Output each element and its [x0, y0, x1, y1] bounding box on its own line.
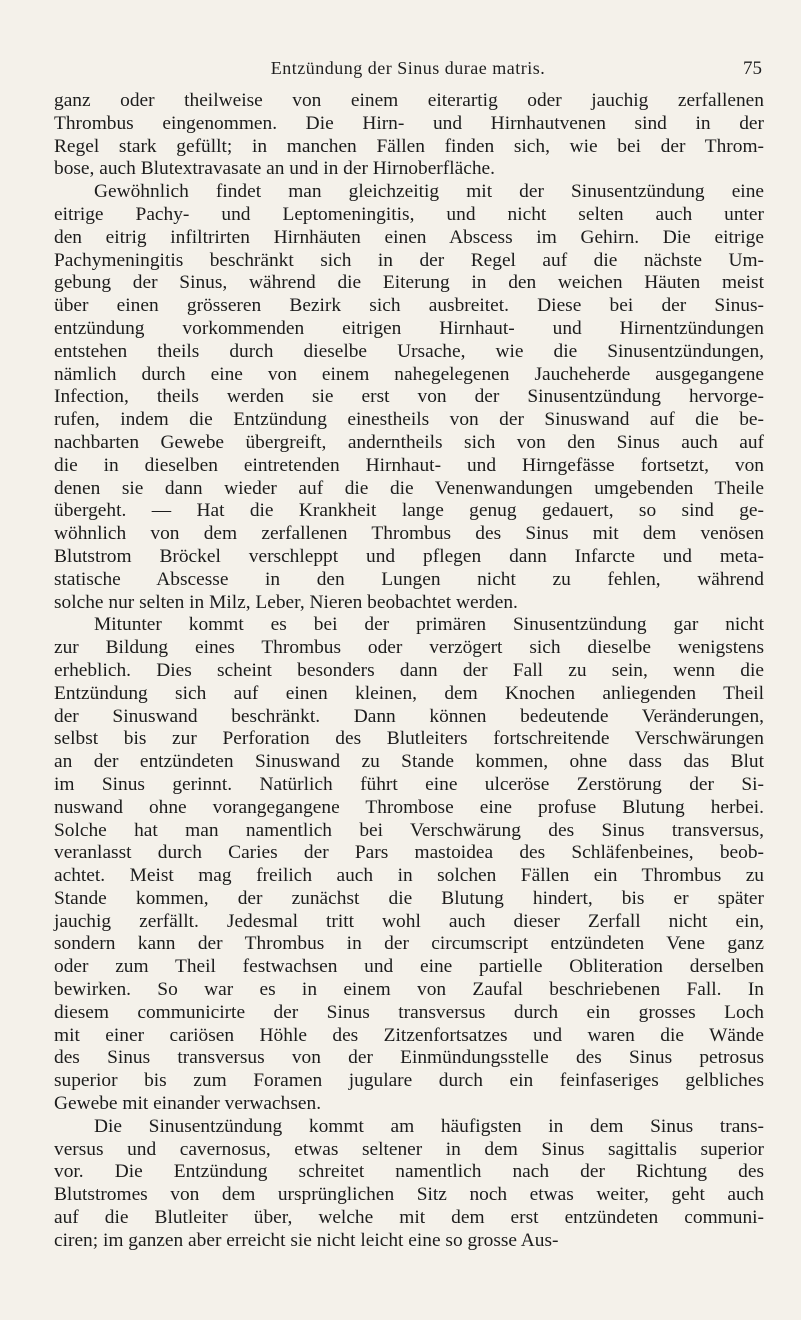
text-line: gebung der Sinus, während die Eiterung in den weichen Häuten meist	[54, 272, 764, 294]
text-line: Pachymeningitis beschränkt sich in der Regel auf die nächste Um-	[54, 249, 764, 271]
text-line: der Sinuswand beschränkt. Dann können bedeutende Veränderungen,	[54, 705, 764, 727]
text-line: Mitunter kommt es bei der primären Sinusentzündung gar nicht	[94, 614, 764, 636]
text-line: den eitrig infiltrirten Hirnhäuten einen Abscess im Gehirn. Die eitrige	[54, 226, 764, 248]
page-number: 75	[743, 58, 762, 79]
text-line: bose, auch Blutextravasate an und in der Hirnoberfläche.	[54, 158, 495, 180]
text-line: mit einer cariösen Höhle des Zitzenfortsatzes und waren die Wände	[54, 1024, 764, 1046]
text-line: nuswand ohne vorangegangene Thrombose eine profuse Blutung herbei.	[54, 796, 764, 818]
text-line: Gewöhnlich findet man gleichzeitig mit der Sinusentzündung eine	[94, 181, 764, 203]
text-line: eitrige Pachy- und Leptomeningitis, und nicht selten auch unter	[54, 203, 764, 225]
text-line: an der entzündeten Sinuswand zu Stande kommen, ohne dass das Blut	[54, 751, 764, 773]
text-line: die in dieselben eintretenden Hirnhaut- und Hirngefässe fortsetzt, von	[54, 454, 764, 476]
text-line: Blutstrom Bröckel verschleppt und pflegen dann Infarcte und meta-	[54, 545, 764, 567]
text-line: Thrombus eingenommen. Die Hirn- und Hirnhautvenen sind in der	[54, 112, 764, 134]
text-line: nachbarten Gewebe übergreift, anderntheils sich von den Sinus auch auf	[54, 431, 764, 453]
body-text	[54, 90, 764, 1253]
text-line: solche nur selten in Milz, Leber, Nieren beobachtet werden.	[54, 591, 518, 613]
text-line: Entzündung sich auf einen kleinen, dem Knochen anliegenden Theil	[54, 682, 764, 704]
text-line: oder zum Theil festwachsen und eine partielle Obliteration derselben	[54, 956, 764, 978]
text-line: diesem communicirte der Sinus transversus durch ein grosses Loch	[54, 1001, 764, 1023]
text-line: Blutstromes von dem ursprünglichen Sitz noch etwas weiter, geht auch	[54, 1184, 764, 1206]
text-line: Gewebe mit einander verwachsen.	[54, 1093, 322, 1115]
text-line: veranlasst durch Caries der Pars mastoidea des Schläfenbeines, beob-	[54, 842, 764, 864]
text-line: rufen, indem die Entzündung einestheils von der Sinuswand auf die be-	[54, 409, 764, 431]
text-line: ciren; im ganzen aber erreicht sie nicht leicht eine so grosse Aus-	[54, 1229, 559, 1251]
text-line: auf die Blutleiter über, welche mit dem erst entzündeten communi-	[54, 1207, 764, 1229]
text-line: im Sinus gerinnt. Natürlich führt eine ulceröse Zerstörung der Si-	[54, 773, 764, 795]
text-line: Die Sinusentzündung kommt am häufigsten in dem Sinus trans-	[94, 1115, 764, 1137]
paragraph	[54, 181, 764, 614]
paragraph	[54, 614, 764, 1116]
text-line: entzündung vorkommenden eitrigen Hirnhaut- und Hirnentzündungen	[54, 317, 764, 339]
text-line: Stande kommen, der zunächst die Blutung hindert, bis er später	[54, 887, 764, 909]
text-line: statische Abscesse in den Lungen nicht zu fehlen, während	[54, 568, 764, 590]
text-line: bewirken. So war es in einem von Zaufal beschriebenen Fall. In	[54, 979, 764, 1001]
paragraph	[54, 90, 764, 181]
text-line: wöhnlich von dem zerfallenen Thrombus des Sinus mit dem venösen	[54, 523, 764, 545]
page-header	[54, 58, 762, 86]
text-line: ganz oder theilweise von einem eiterartig oder jauchig zerfallenen	[54, 90, 764, 111]
text-line: versus und cavernosus, etwas seltener in dem Sinus sagittalis superior	[54, 1138, 764, 1160]
text-line: übergeht. — Hat die Krankheit lange genug gedauert, so sind ge-	[54, 500, 764, 522]
text-line: Regel stark gefüllt; in manchen Fällen finden sich, wie bei der Throm-	[54, 135, 764, 157]
paragraph	[54, 1116, 764, 1253]
text-line: sondern kann der Thrombus in der circumscript entzündeten Vene ganz	[54, 933, 764, 955]
running-title: Entzündung der Sinus durae matris.	[270, 58, 546, 78]
text-line: Infection, theils werden sie erst von der Sinusentzündung hervorge-	[54, 386, 764, 408]
text-line: erheblich. Dies scheint besonders dann der Fall zu sein, wenn die	[54, 659, 764, 681]
text-line: des Sinus transversus von der Einmündungsstelle des Sinus petrosus	[54, 1047, 764, 1069]
text-line: Solche hat man namentlich bei Verschwärung des Sinus transversus,	[54, 819, 764, 841]
text-line: superior bis zum Foramen jugulare durch ein feinfaseriges gelbliches	[54, 1070, 764, 1092]
text-line: entstehen theils durch dieselbe Ursache, wie die Sinusentzündungen,	[54, 340, 764, 362]
text-line: achtet. Meist mag freilich auch in solchen Fällen ein Thrombus zu	[54, 865, 764, 887]
text-line: vor. Die Entzündung schreitet namentlich nach der Richtung des	[54, 1161, 764, 1183]
text-line: jauchig zerfällt. Jedesmal tritt wohl auch dieser Zerfall nicht ein,	[54, 910, 764, 932]
text-line: nämlich durch eine von einem nahegelegenen Jaucheherde ausgegangene	[54, 363, 764, 385]
text-line: selbst bis zur Perforation des Blutleiters fortschreitende Verschwärungen	[54, 728, 764, 750]
text-line: über einen grösseren Bezirk sich ausbreitet. Diese bei der Sinus-	[54, 295, 764, 317]
text-line: denen sie dann wieder auf die die Venenwandungen umgebenden Theile	[54, 477, 764, 499]
text-line: zur Bildung eines Thrombus oder verzögert sich dieselbe wenigstens	[54, 637, 764, 659]
